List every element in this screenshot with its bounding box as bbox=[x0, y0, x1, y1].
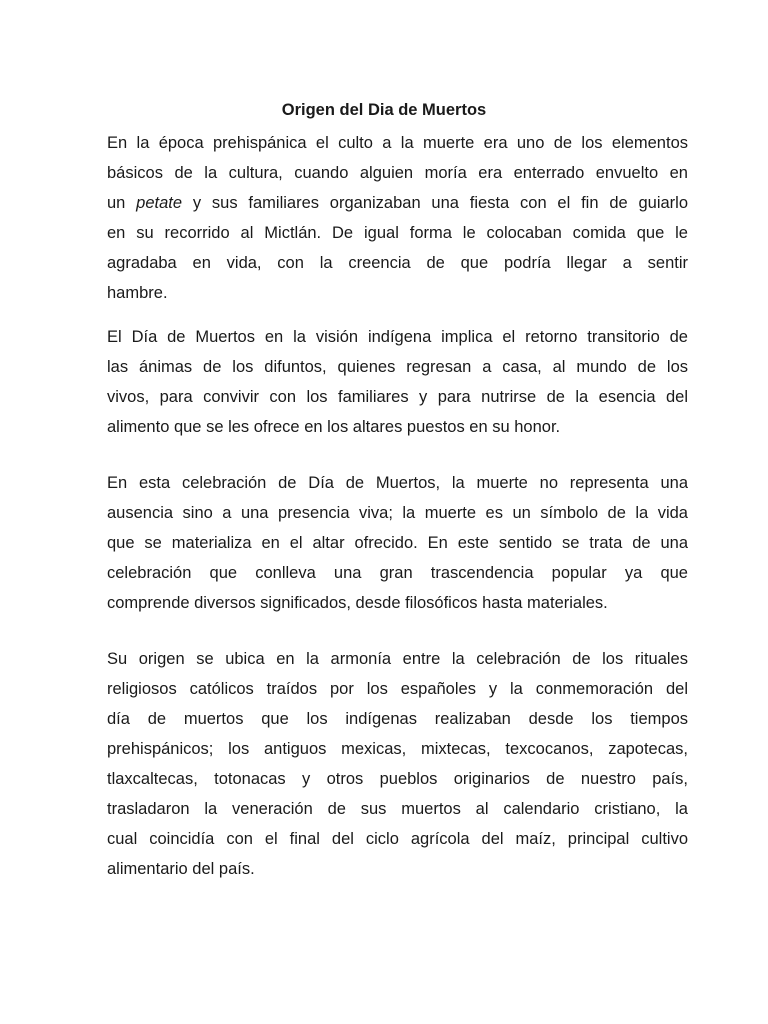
document-title: Origen del Dia de Muertos bbox=[281, 101, 487, 119]
paragraph-line: prehispánicos; los antiguos mexicas, mixtecas, texcocanos, zapotecas, bbox=[107, 740, 688, 758]
paragraph-line: las ánimas de los difuntos, quienes regresan a casa, al mundo de los bbox=[107, 358, 688, 376]
paragraph-line: celebración que conlleva una gran trascendencia popular ya que bbox=[107, 564, 688, 582]
paragraph-line: alimento que se les ofrece en los altares puestos en su honor. bbox=[107, 418, 561, 436]
paragraph-line: cual coincidía con el final del ciclo agrícola del maíz, principal cultivo bbox=[107, 830, 688, 848]
line-text: un bbox=[107, 194, 137, 212]
paragraph-line: que se materializa en el altar ofrecido. En este sentido se trata de una bbox=[107, 534, 688, 552]
paragraph-line: básicos de la cultura, cuando alguien moría era enterrado envuelto en bbox=[107, 164, 688, 182]
line-text: y sus familiares organizaban una fiesta con el fin de guiarlo bbox=[182, 194, 688, 212]
paragraph-line: religiosos católicos traídos por los españoles y la conmemoración del bbox=[107, 680, 688, 698]
paragraph-3 bbox=[107, 468, 688, 618]
paragraph-line: En la época prehispánica el culto a la muerte era uno de los elementos bbox=[107, 134, 688, 152]
paragraph-line: El Día de Muertos en la visión indígena implica el retorno transitorio de bbox=[107, 328, 688, 346]
paragraph-line: vivos, para convivir con los familiares y para nutrirse de la esencia del bbox=[107, 388, 688, 406]
paragraph-line: Su origen se ubica en la armonía entre la celebración de los rituales bbox=[107, 650, 688, 668]
paragraph-line: trasladaron la veneración de sus muertos al calendario cristiano, la bbox=[107, 800, 688, 818]
paragraph-line: En esta celebración de Día de Muertos, la muerte no representa una bbox=[107, 474, 688, 492]
paragraph-line: comprende diversos significados, desde filosóficos hasta materiales. bbox=[107, 594, 608, 612]
paragraph-line: hambre. bbox=[107, 284, 168, 302]
paragraph-line: ausencia sino a una presencia viva; la muerte es un símbolo de la vida bbox=[107, 504, 688, 522]
paragraph-line: día de muertos que los indígenas realizaban desde los tiempos bbox=[107, 710, 688, 728]
paragraph-line: agradaba en vida, con la creencia de que podría llegar a sentir bbox=[107, 254, 688, 272]
paragraph-line bbox=[107, 188, 688, 218]
paragraph-4 bbox=[107, 644, 688, 884]
paragraph-2 bbox=[107, 322, 688, 442]
paragraph-line: alimentario del país. bbox=[107, 860, 255, 878]
emphasized-word: petate bbox=[136, 194, 183, 212]
paragraph-1 bbox=[107, 128, 688, 308]
paragraph-line: tlaxcaltecas, totonacas y otros pueblos originarios de nuestro país, bbox=[107, 770, 688, 788]
paragraph-line: en su recorrido al Mictlán. De igual forma le colocaban comida que le bbox=[107, 224, 688, 242]
